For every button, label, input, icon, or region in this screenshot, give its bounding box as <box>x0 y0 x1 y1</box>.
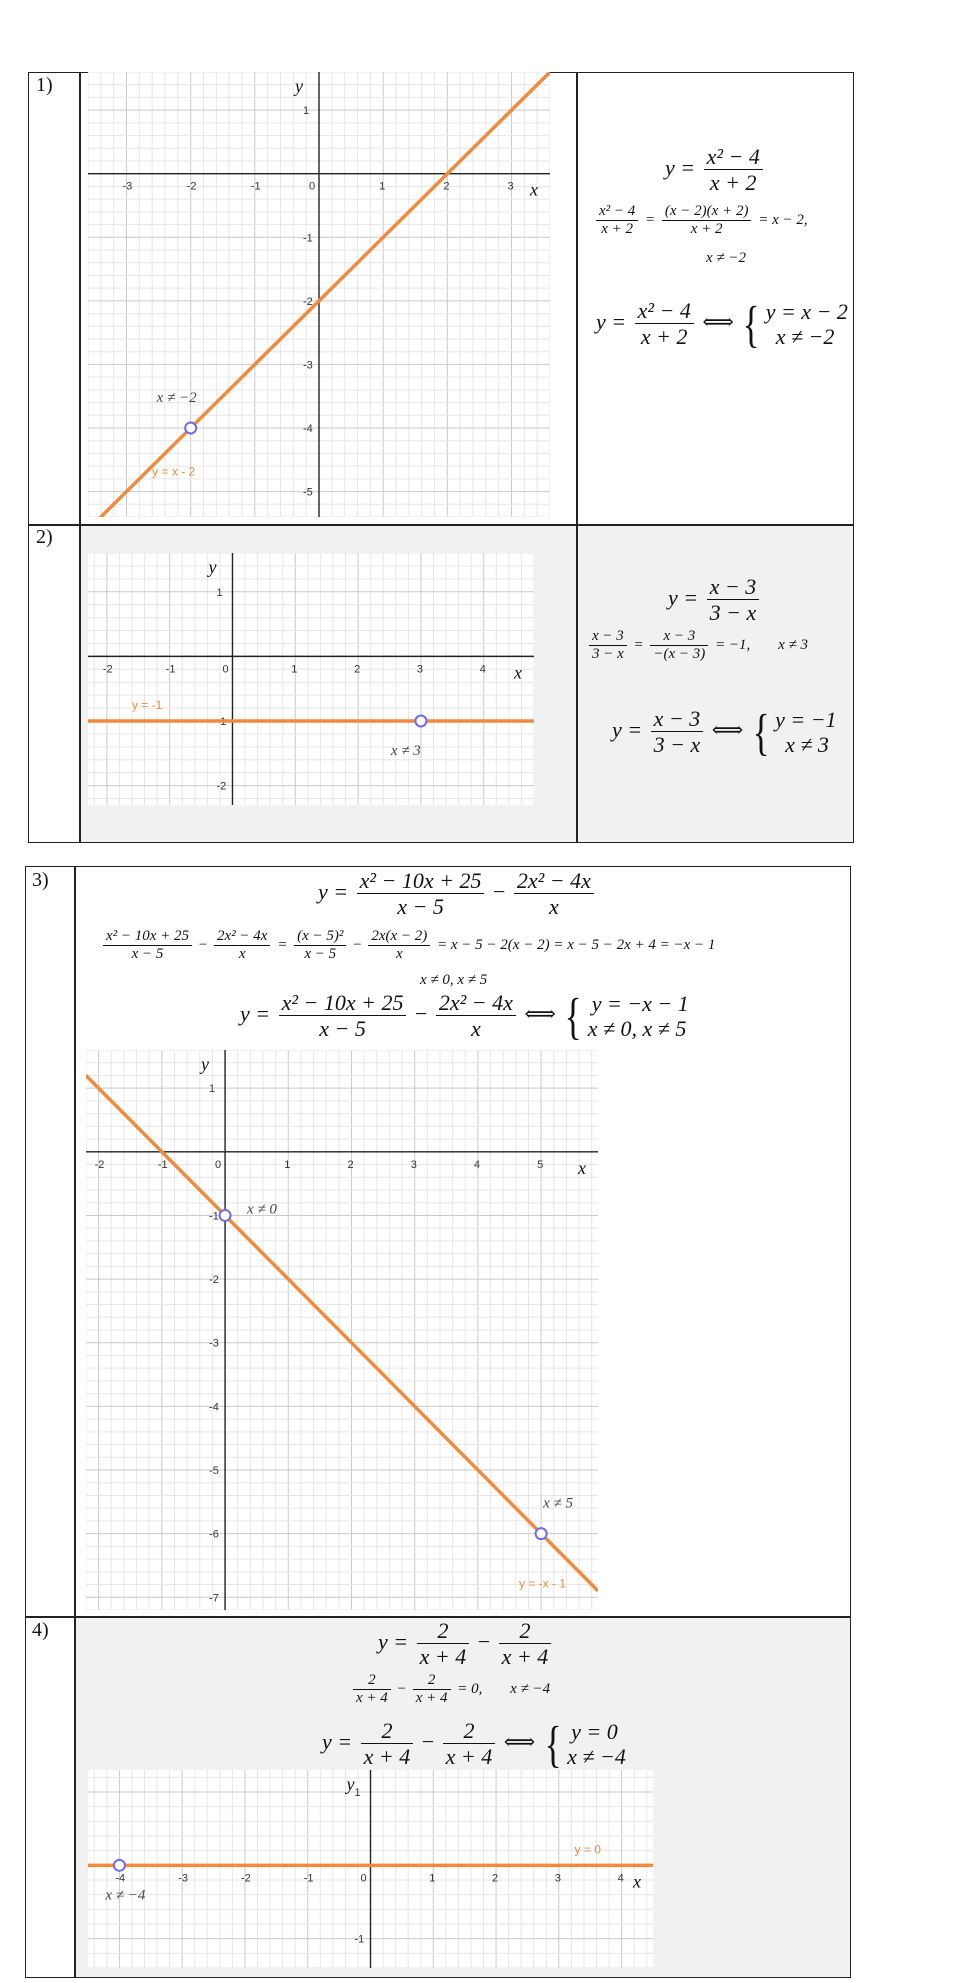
grid <box>88 553 534 805</box>
x-tick-label: 2 <box>492 1872 499 1885</box>
x-tick-label: 1 <box>429 1872 436 1885</box>
x-tick-label: 2 <box>354 663 361 676</box>
x-tick-label: 4 <box>479 663 486 676</box>
series-label: y = -x - 1 <box>518 1576 567 1591</box>
y-tick-label: -2 <box>209 1274 219 1287</box>
row4-system: y = $\frac{2}{x + 4}$ − $\frac{2}{x + 4}$ ⟺ { y = 0 x ≠ −4 <box>322 1715 626 1772</box>
x-tick-label: -2 <box>102 663 113 676</box>
row1-simplification: $\frac{\text{x² − 4}}{x + 2}$ = $\frac{(x - 2)(x + 2)}{x + 2}$ = x − 2, <box>593 203 808 239</box>
row-number-1: 1) <box>36 74 53 96</box>
x-tick-label: 2 <box>443 180 450 193</box>
y-tick-label: -1 <box>303 232 313 245</box>
row4-equation: y = $\frac{2}{x + 4}$ − $\frac{2}{x + 4}$ <box>378 1618 554 1670</box>
row3-condition: x ≠ 0, x ≠ 5 <box>420 972 488 988</box>
x-tick-label: 5 <box>537 1158 544 1171</box>
row2-equation: y = $\frac{x - 3}{3 - x}$ <box>668 574 762 626</box>
y-axis-label: y <box>201 1054 210 1074</box>
y-tick-label: -1 <box>216 716 227 728</box>
x-tick-label: 3 <box>416 663 424 676</box>
x-tick-label: -3 <box>122 180 133 193</box>
x-tick-label: 0 <box>215 1158 222 1171</box>
y-tick-label: -5 <box>209 1465 219 1477</box>
series-line <box>86 1075 598 1590</box>
y-tick-label: 1 <box>303 105 310 118</box>
row1-equation: y = $\frac{\text{x² − 4}}{x + 2}$ <box>665 144 766 196</box>
x-tick-label: -3 <box>178 1872 188 1885</box>
y-tick-label: 1 <box>216 586 223 599</box>
series-label: y = x - 2 <box>152 464 196 479</box>
excluded-point-label: x ≠ −2 <box>156 390 197 406</box>
table1-row-divider <box>28 524 854 526</box>
y-tick-label: -1 <box>354 1933 365 1946</box>
table1-col-divider-1 <box>79 72 81 843</box>
graph-row-2 <box>88 553 534 805</box>
x-tick-label: -2 <box>240 1872 251 1885</box>
x-tick-label: 1 <box>379 180 386 193</box>
x-axis-label: x <box>578 1157 586 1178</box>
row2-simplification: $\frac{x - 3}{3 - x}$ = $\frac{x - 3}{-(x - 3)}$ = −1, x ≠ 3 <box>586 628 808 664</box>
x-tick-label: 4 <box>617 1872 624 1885</box>
y-tick-label: -2 <box>216 780 227 793</box>
excluded-point <box>536 1528 547 1539</box>
x-tick-label: -4 <box>115 1872 126 1885</box>
x-tick-label: 1 <box>291 663 298 676</box>
excluded-point-label: x ≠ −4 <box>105 1887 146 1904</box>
x-tick-label: -1 <box>250 180 261 193</box>
excluded-point <box>114 1860 125 1871</box>
y-tick-label: -3 <box>209 1337 219 1350</box>
grid <box>86 1050 598 1610</box>
row-number-2: 2) <box>36 526 53 548</box>
row1-system: y = $\frac{\text{x² − 4}}{x + 2}$ ⟺ { y = x − 2 x ≠ −2 <box>596 295 848 352</box>
y-tick-label: 1 <box>354 1787 361 1799</box>
y-tick-label: -5 <box>303 486 313 499</box>
x-tick-label: 0 <box>309 180 316 193</box>
x-tick-label: -1 <box>303 1872 314 1885</box>
excluded-point <box>220 1210 231 1221</box>
excluded-point <box>185 423 196 434</box>
table1-col-divider-2 <box>576 72 578 843</box>
x-tick-label: -1 <box>157 1158 168 1171</box>
x-tick-label: -1 <box>165 663 176 676</box>
y-tick-label: 1 <box>209 1083 216 1096</box>
row2-system: y = $\frac{x - 3}{3 - x}$ ⟺ { y = −1 x ≠ 3 <box>612 703 837 760</box>
series-label: y = 0 <box>574 1842 601 1857</box>
row3-system: y = $\frac{\text{x² − 10x + 25}}{x - 5}$ − $\frac{\text{2x² − 4x}}{x}$ ⟺ { y = −x − 1 x ≠ 0, x ≠ 5 <box>240 987 689 1044</box>
x-axis-label: x <box>633 1871 641 1892</box>
row-number-3: 3) <box>32 869 49 891</box>
x-tick-label: 3 <box>554 1872 561 1885</box>
row1-condition: x ≠ −2 <box>706 250 747 266</box>
x-tick-label: 3 <box>507 180 514 193</box>
y-tick-label: -2 <box>303 295 313 308</box>
x-axis-label: x <box>530 179 538 200</box>
y-tick-label: -1 <box>209 1210 219 1223</box>
x-tick-label: 0 <box>360 1872 367 1885</box>
y-tick-label: -3 <box>303 359 313 372</box>
row4-simplification: $\frac{2}{x + 4}$ − $\frac{2}{x + 4}$ = 0, x ≠ −4 <box>350 1672 550 1708</box>
row3-simplification: $\frac{\text{x² − 10x + 25}}{x - 5}$ − $\frac{\text{2x² − 4x}}{x}$ = $\frac{\text{(x − 5)²}}{x - 5}$ − $\frac{2x(x - 2)}{x}$ = x − 5 − 2(x − 2) = x − 5 − 2x + 4 = −x − 1 <box>100 928 715 964</box>
x-tick-label: -2 <box>186 180 197 193</box>
y-tick-label: -7 <box>209 1592 219 1605</box>
y-axis-label: y <box>208 557 217 577</box>
graph-row-1 <box>88 72 550 517</box>
y-axis-label: y <box>346 1774 355 1794</box>
x-axis-label: x <box>514 662 522 683</box>
x-tick-label: 1 <box>284 1158 291 1171</box>
graph-row-4 <box>88 1770 653 1968</box>
y-tick-label: -4 <box>209 1401 219 1414</box>
excluded-point-label: x ≠ 0 <box>247 1201 277 1218</box>
y-axis-label: y <box>295 76 303 96</box>
series-label: y = -1 <box>131 698 163 712</box>
x-tick-label: 0 <box>222 663 229 676</box>
graph-row-3 <box>86 1050 598 1610</box>
row3-equation: y = $\frac{\text{x² − 10x + 25}}{x - 5}$ − $\frac{\text{2x² − 4x}}{x}$ <box>318 868 597 920</box>
table2-col-divider <box>74 866 76 1978</box>
x-tick-label: 3 <box>410 1158 417 1171</box>
row-number-4: 4) <box>32 1619 49 1641</box>
x-tick-label: 2 <box>347 1158 354 1171</box>
y-tick-label: -6 <box>209 1528 219 1541</box>
x-tick-label: -2 <box>94 1158 105 1171</box>
y-tick-label: -4 <box>303 423 313 435</box>
excluded-point <box>415 716 426 727</box>
excluded-point-label: x ≠ 3 <box>390 743 421 759</box>
x-tick-label: 4 <box>473 1158 481 1171</box>
excluded-point-label: x ≠ 5 <box>543 1495 574 1512</box>
